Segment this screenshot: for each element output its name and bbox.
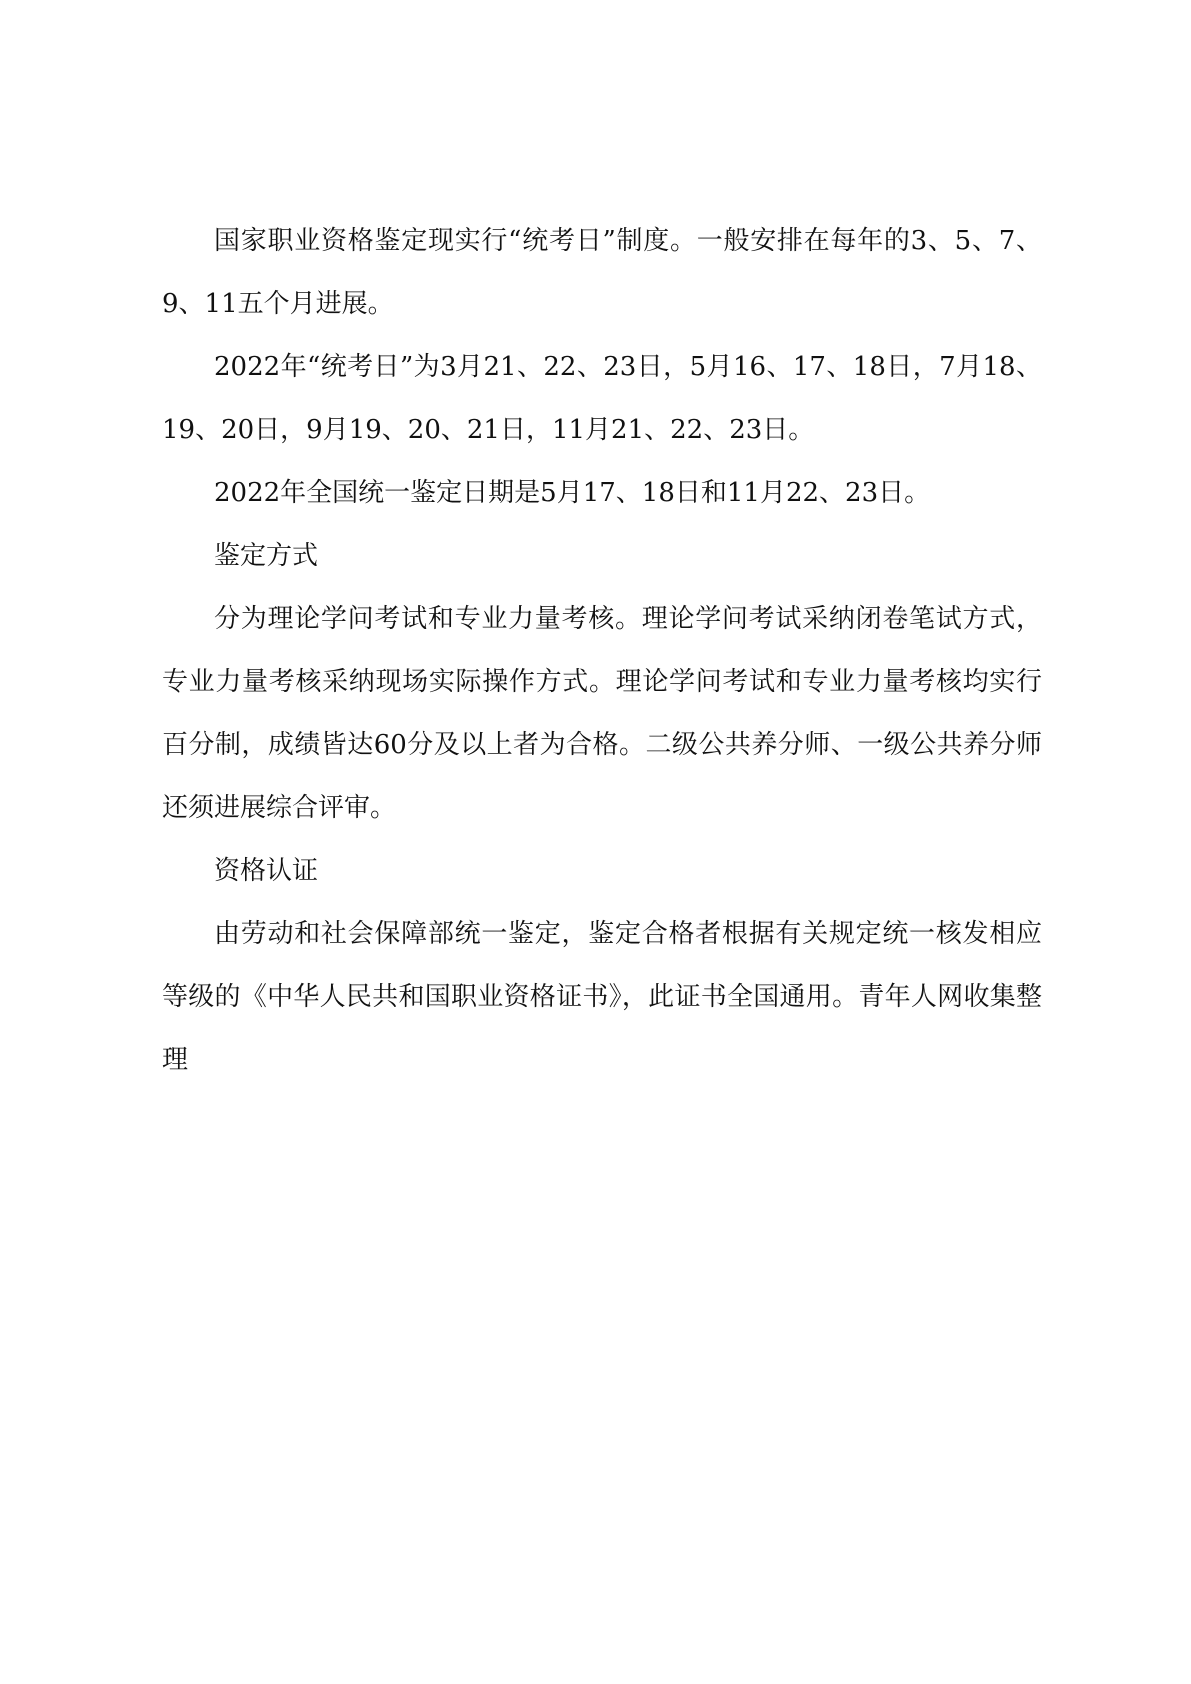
document-body: [162, 210, 1042, 1092]
paragraph-national-appraisal-dates: 2022年全国统一鉴定日期是5月17、18日和11月22、23日。: [214, 478, 931, 508]
paragraph-qualification-certification: 由劳动和社会保障部统一鉴定，鉴定合格者根据有关规定统一核发相应等级的《中华人民共和国职业资格证书》，此证书全国通用。青年人网收集整理: [162, 919, 1042, 1075]
heading-qualification-certification: 资格认证: [214, 856, 319, 886]
paragraph-appraisal-method: 分为理论学问考试和专业力量考核。理论学问考试采纳闭卷笔试方式，专业力量考核采纳现场实际操作方式。理论学问考试和专业力量考核均实行百分制，成绩皆达60分及以上者为合格。二级公共养分师、一级公共养分师还须进展综合评审。: [162, 604, 1042, 823]
paragraph-2022-exam-dates: 2022年“统考日”为3月21、22、23日，5月16、17、18日，7月18、19、20日，9月19、20、21日，11月21、22、23日。: [162, 352, 1042, 445]
paragraph-exam-day-system: 国家职业资格鉴定现实行“统考日”制度。一般安排在每年的3、5、7、9、11五个月进展。: [162, 226, 1042, 319]
heading-appraisal-method: 鉴定方式: [214, 541, 319, 571]
